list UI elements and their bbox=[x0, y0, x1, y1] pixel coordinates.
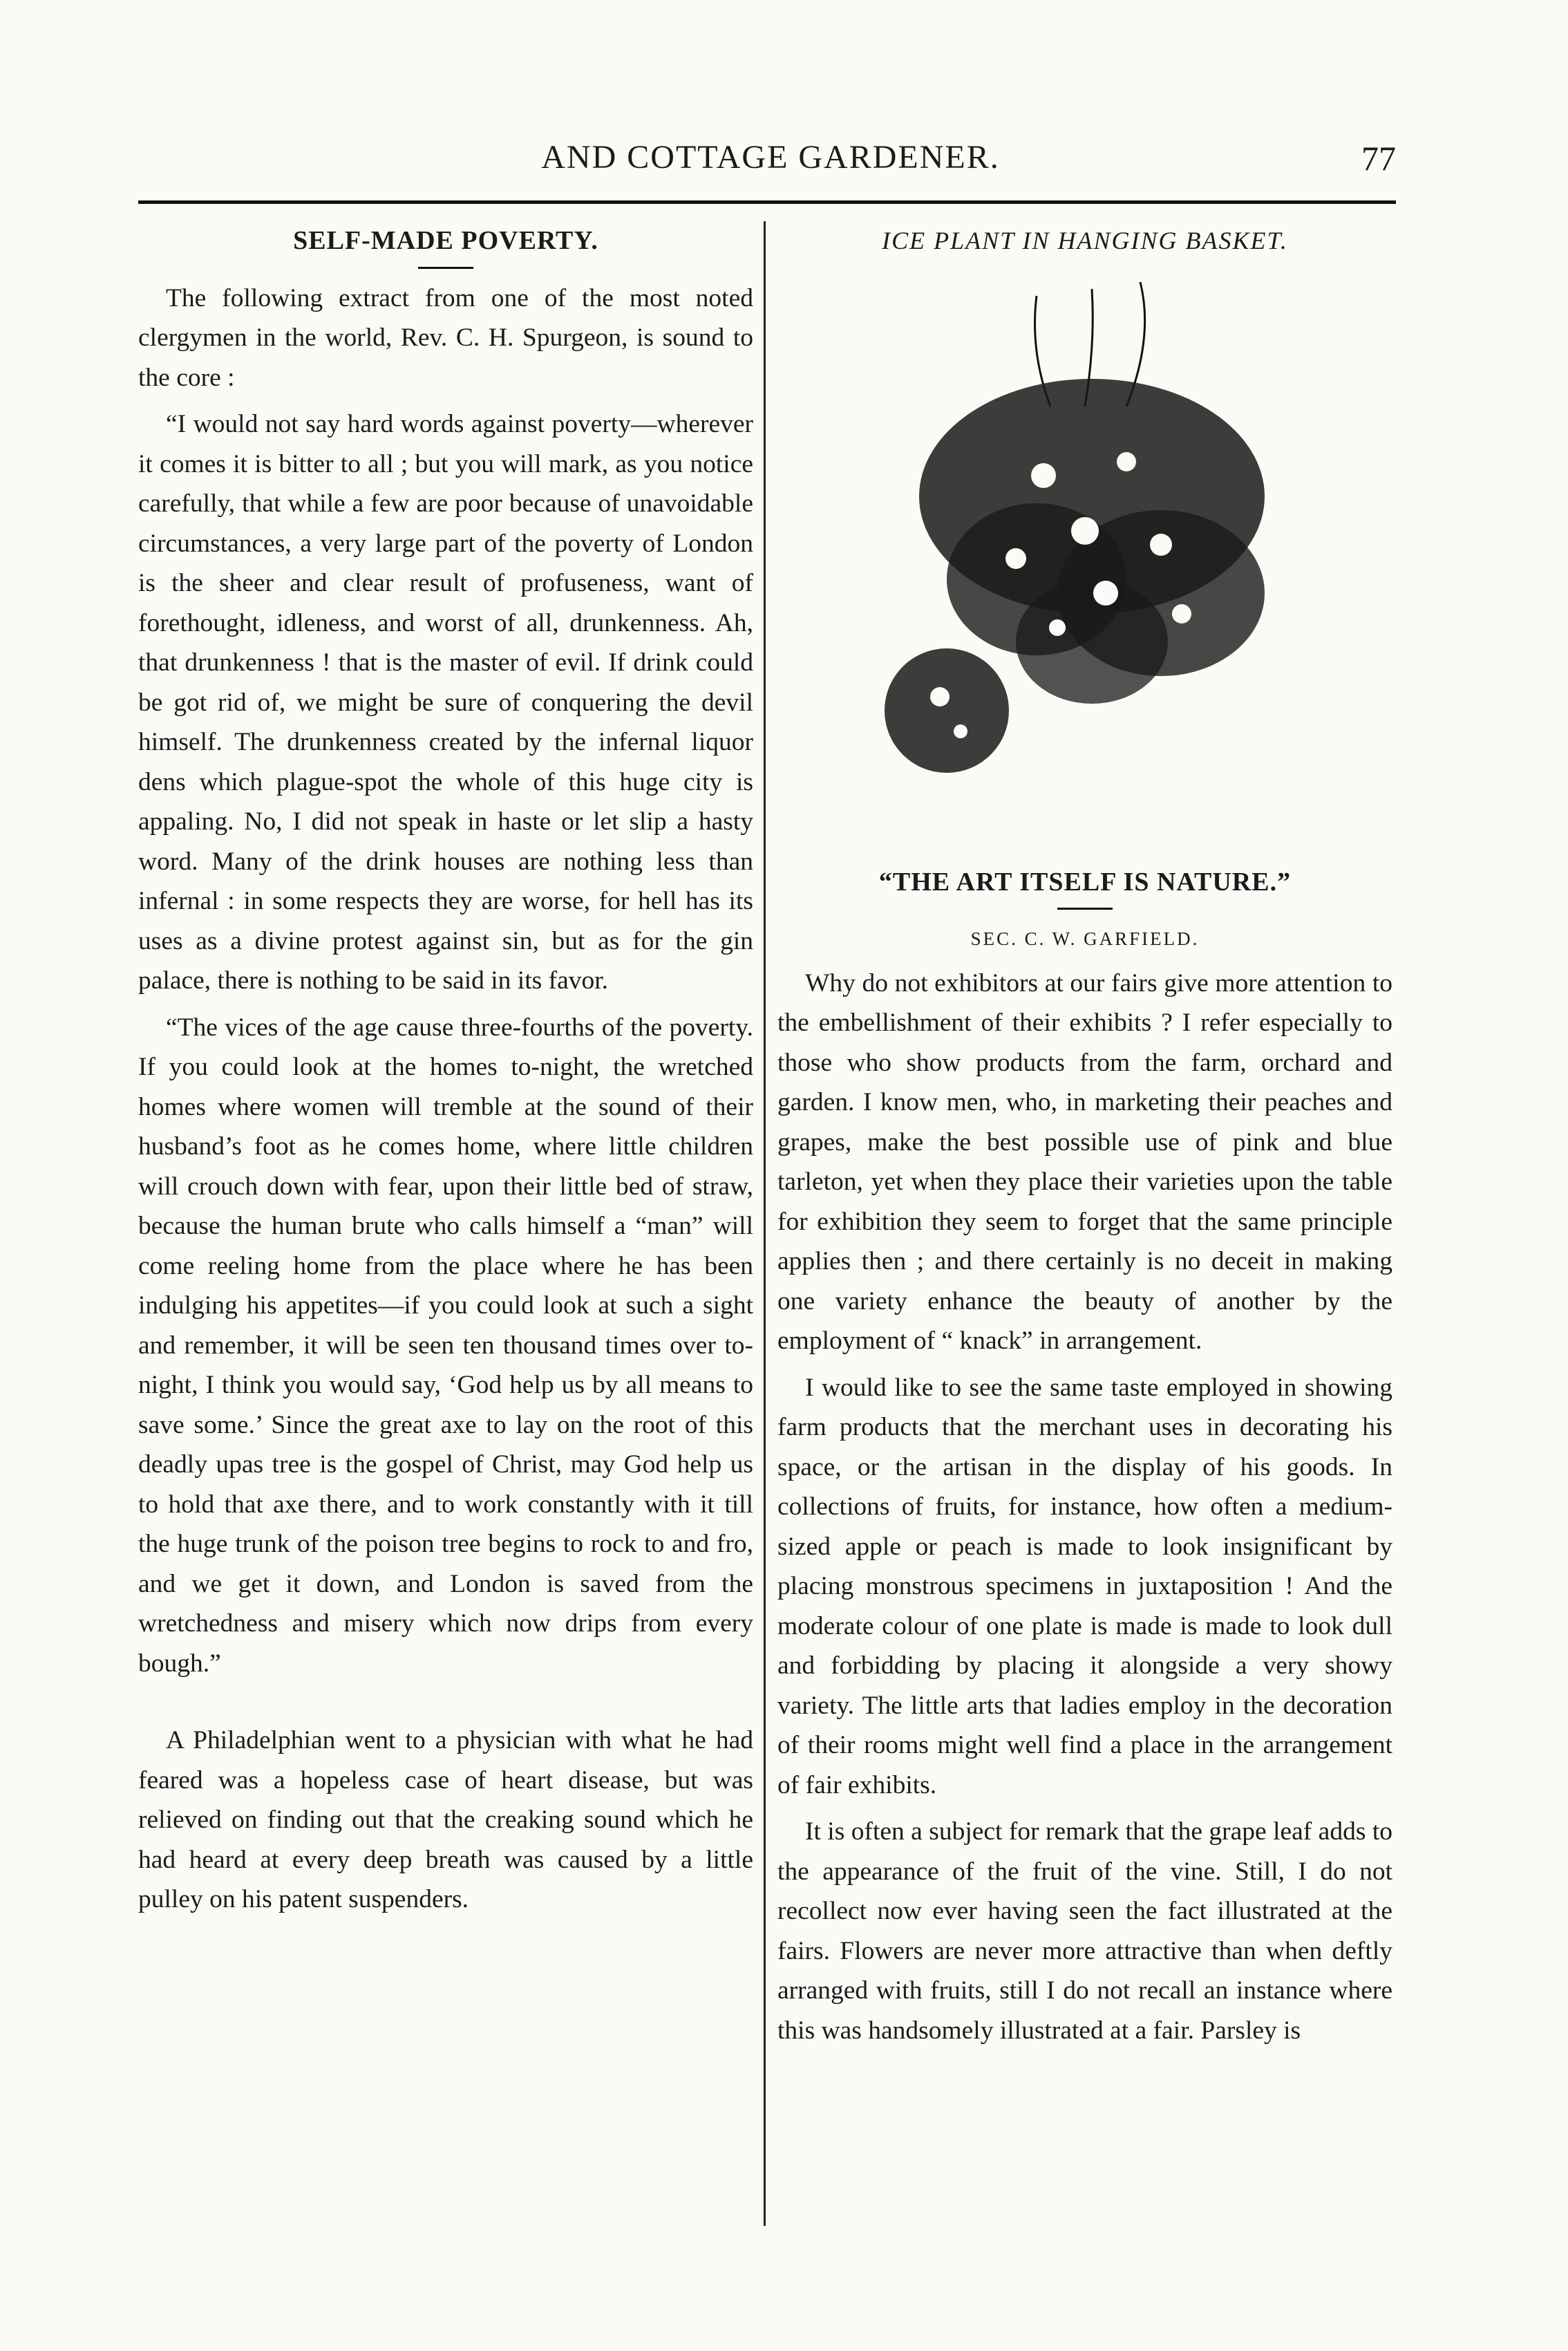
paragraph: “The vices of the age cause three-fourths of the poverty. If you could look at the homes to-night, the wretched homes where women will tremble at the sound of their husband’s foot as he comes home, where little children will crouch down with fear, upon their little bed of straw, because the human brute who calls himself a “man” will come reeling home from the place where he has been indulging his appetites—if you could look at such a sight and remember, it will be seen ten thousand times over to-night, I think you would say, ‘God help us by all means to save some.’ Since the great axe to lay on the root of this deadly upas tree is the gospel of Christ, may God help us to hold that axe there, and to work constantly with it till the huge trunk of the poison tree begins to rock to and fro, and we get it down, and London is saved from the wretchedness and misery which now drips from every bough.” bbox=[138, 1013, 753, 1678]
heading-rule bbox=[1057, 908, 1113, 910]
left-column bbox=[138, 221, 753, 1927]
paragraph: The following extract from one of the most noted clergymen in the world, Rev. C. H. Spurgeon, is sound to the core : bbox=[138, 283, 753, 392]
paragraph: “I would not say hard words against poverty—wherever it comes it is bitter to all ; but you will mark, as you notice carefully, that while a few are poor because of unavoidable circumstances, a very large part of the poverty of London is the sheer and clear result of profuseness, want of forethought, idleness, and worst of all, drunkenness. Ah, that drunkenness ! that is the master of evil. If drink could be got rid of, we might be sure of conquering the devil himself. The drunkenness created by the infernal liquor dens which plague-spot the whole of this huge city is appaling. No, I did not speak in haste or let slip a hasty word. Many of the drink houses are nothing less than infernal : in some respects they are worse, for hell has its uses as a divine protest against sin, but as for the gin palace, there is nothing to be said in its favor. bbox=[138, 410, 753, 995]
illustration-caption: ICE PLANT IN HANGING BASKET. bbox=[882, 227, 1288, 254]
article-heading: “THE ART ITSELF IS NATURE.” bbox=[878, 867, 1292, 897]
paragraph: I would like to see the same taste employed in showing farm products that the merchant uses in decorating his space, or the artisan in the display of his goods. In collections of fruits, for instance, how often a medium-sized apple or peach is made to look insignificant by placing monstrous specimens in juxtaposition ! And the moderate colour of one plate is made is made to look dull and forbidding by placing it alongside a very showy variety. The little arts that ladies employ in the decoration of their rooms might well find a place in the arrangement of fair exhibits. bbox=[777, 1373, 1392, 1799]
heading-rule bbox=[418, 267, 473, 269]
byline: SEC. C. W. GARFIELD. bbox=[970, 928, 1200, 949]
running-title: AND COTTAGE GARDENER. bbox=[541, 139, 1000, 176]
paragraph: Why do not exhibitors at our fairs give more attention to the embellishment of their exhibits ? I refer especially to those who show products from the farm, orchard and garden. I know men, who, in marketing their peaches and grapes, make the best possible use of pink and blue tarleton, yet when they place their varieties upon the table for exhibition they seem to forget that the same principle applies then ; and there certainly is no deceit in making one variety enhance the beauty of another by the employment of “ knack” in arrangement. bbox=[777, 968, 1392, 1355]
header-rule bbox=[138, 200, 1396, 204]
ice-plant-basket-illustration bbox=[864, 268, 1306, 835]
paragraph: A Philadelphian went to a physician with what he had feared was a hopeless case of heart disease, but was relieved on finding out that the creaking sound which he had heard at every deep breath was caused by a little pulley on his patent suspenders. bbox=[138, 1726, 753, 1913]
right-column bbox=[777, 221, 1392, 2057]
column-rule bbox=[764, 221, 766, 2226]
page-number: 77 bbox=[1361, 139, 1396, 178]
article-heading: SELF-MADE POVERTY. bbox=[293, 226, 598, 255]
page-header bbox=[138, 138, 1403, 194]
paragraph: It is often a subject for remark that the grape leaf adds to the appearance of the fruit of the vine. Still, I do not recollect now ever having seen the fact illustrated at the fairs. Flowers are never more attractive than when deftly arranged with fruits, still I do not recall an instance where this was handsomely illustrated at a fair. Parsley is bbox=[777, 1817, 1392, 2045]
